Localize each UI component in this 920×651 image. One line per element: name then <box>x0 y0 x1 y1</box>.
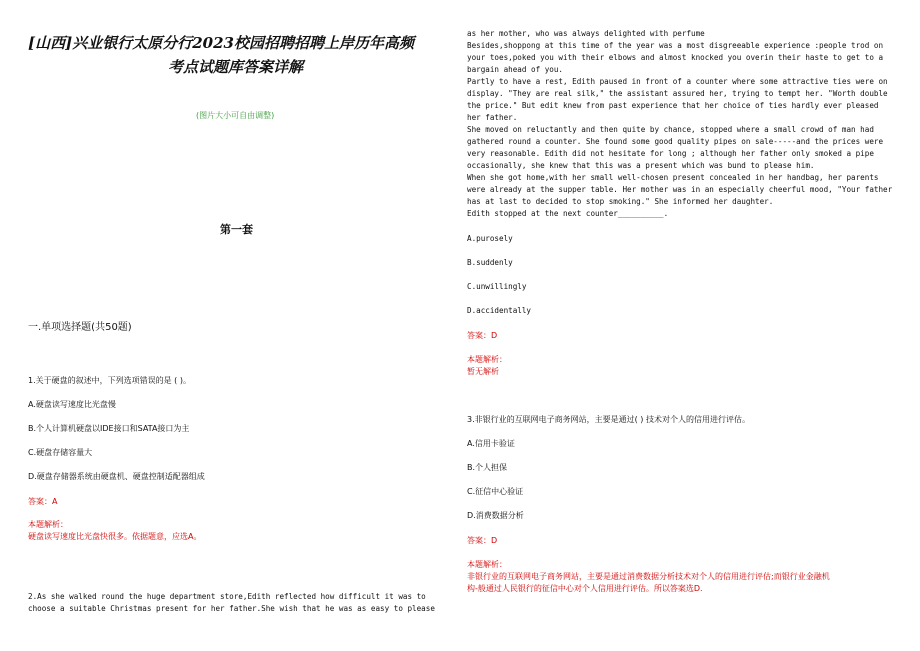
question-3-answer: 答案：D <box>467 536 498 545</box>
passage-paragraph: Besides,shoppong at this time of the year was a most disgreeable experience :people trod on your toes,poked you with their elbows and almost knocked you overin their haste to get to a bargain ahead of you. <box>467 41 884 74</box>
image-size-hint: (图片大小可自由调整) <box>196 111 275 120</box>
question-2-option-d: D.accidentally <box>467 306 532 315</box>
document-title-line1: [山西]兴业银行太原分行2023校园招聘招聘上岸历年高频 <box>28 34 414 52</box>
question-3-option-d: D.消费数据分析 <box>467 511 524 520</box>
question-2-intro-line2: choose a suitable Christmas present for her father.She wish that he was as easy to please <box>28 604 435 613</box>
question-3-option-a: A.信用卡验证 <box>467 439 515 448</box>
set-title: 第一套 <box>220 223 253 236</box>
question-2-answer: 答案：D <box>467 331 498 340</box>
question-1-option-c: C.硬盘存储容量大 <box>28 448 93 457</box>
question-1-answer: 答案：A <box>28 497 58 506</box>
question-2-option-c: C.unwillingly <box>467 282 527 291</box>
passage-line: as her mother, who was always delighted with perfume <box>467 29 705 38</box>
question-1-option-b: B.个人计算机硬盘以IDE接口和SATA接口为主 <box>28 424 190 433</box>
question-2-explain-label: 本题解析： <box>467 355 507 364</box>
question-3-option-c: C.征信中心验证 <box>467 487 524 496</box>
question-3-text: 3.非银行业的互联网电子商务网站，主要是通过( ) 技术对个人的信用进行评估。 <box>467 415 750 424</box>
question-1-explain-label: 本题解析： <box>28 520 68 529</box>
question-1-option-a: A.硬盘读写速度比光盘慢 <box>28 400 116 409</box>
question-2-passage <box>467 28 893 220</box>
question-1-text: 1.关于硬盘的叙述中，下列选项错误的是 ( )。 <box>28 376 191 385</box>
document-title-line2: 考点试题库答案详解 <box>168 58 304 76</box>
question-2-option-a: A.purosely <box>467 234 513 243</box>
question-2-explanation: 暂无解析 <box>467 367 499 376</box>
passage-paragraph: Partly to have a rest, Edith paused in front of a counter where some attractive ties were on display. "They are real silk," the assistant assured her, trying to tempt her. "Worth double the price." But edit knew from past experience that her choice of ties hardly ever pleased her father. <box>467 77 888 122</box>
question-3-option-b: B.个人担保 <box>467 463 508 472</box>
question-3-explanation-line2: 构-般通过人民银行的征信中心对个人信用进行评估。所以答案选D. <box>467 584 703 593</box>
question-3-explain-label: 本题解析： <box>467 560 507 569</box>
question-1-explanation: 硬盘读写速度比光盘快很多。依据题意，应选A。 <box>28 532 202 541</box>
section-title: 一.单项选择题(共50题) <box>28 322 132 333</box>
question-3-explanation-line1: 非银行业的互联网电子商务网站，主要是通过消费数据分析技术对个人的信用进行评估;而银行业金融机 <box>467 572 830 581</box>
passage-paragraph: When she got home,with her small well-chosen present concealed in her handbag, her parents were already at the supper table. Her mother was in an especially cheerful mood, "Your father has at last to decided to stop smoking." She informed her daughter. <box>467 173 893 206</box>
passage-paragraph: She moved on reluctantly and then quite by chance, stopped where a small crowd of man had gathered round a counter. She found some good quality pipes on sale-----and the prices were very reasonable. Edith did not hesitate for long ; although her father only smoked a pipe occasionally, she knew that this was a present which was bund to please him. <box>467 125 884 170</box>
question-2-intro-line1: 2.As she walked round the huge department store,Edith reflected how difficult it was to <box>28 592 426 601</box>
passage-question: Edith stopped at the next counter__________. <box>467 209 669 218</box>
question-1-option-d: D.硬盘存储器系统由硬盘机、硬盘控制适配器组成 <box>28 472 205 481</box>
question-2-option-b: B.suddenly <box>467 258 513 267</box>
